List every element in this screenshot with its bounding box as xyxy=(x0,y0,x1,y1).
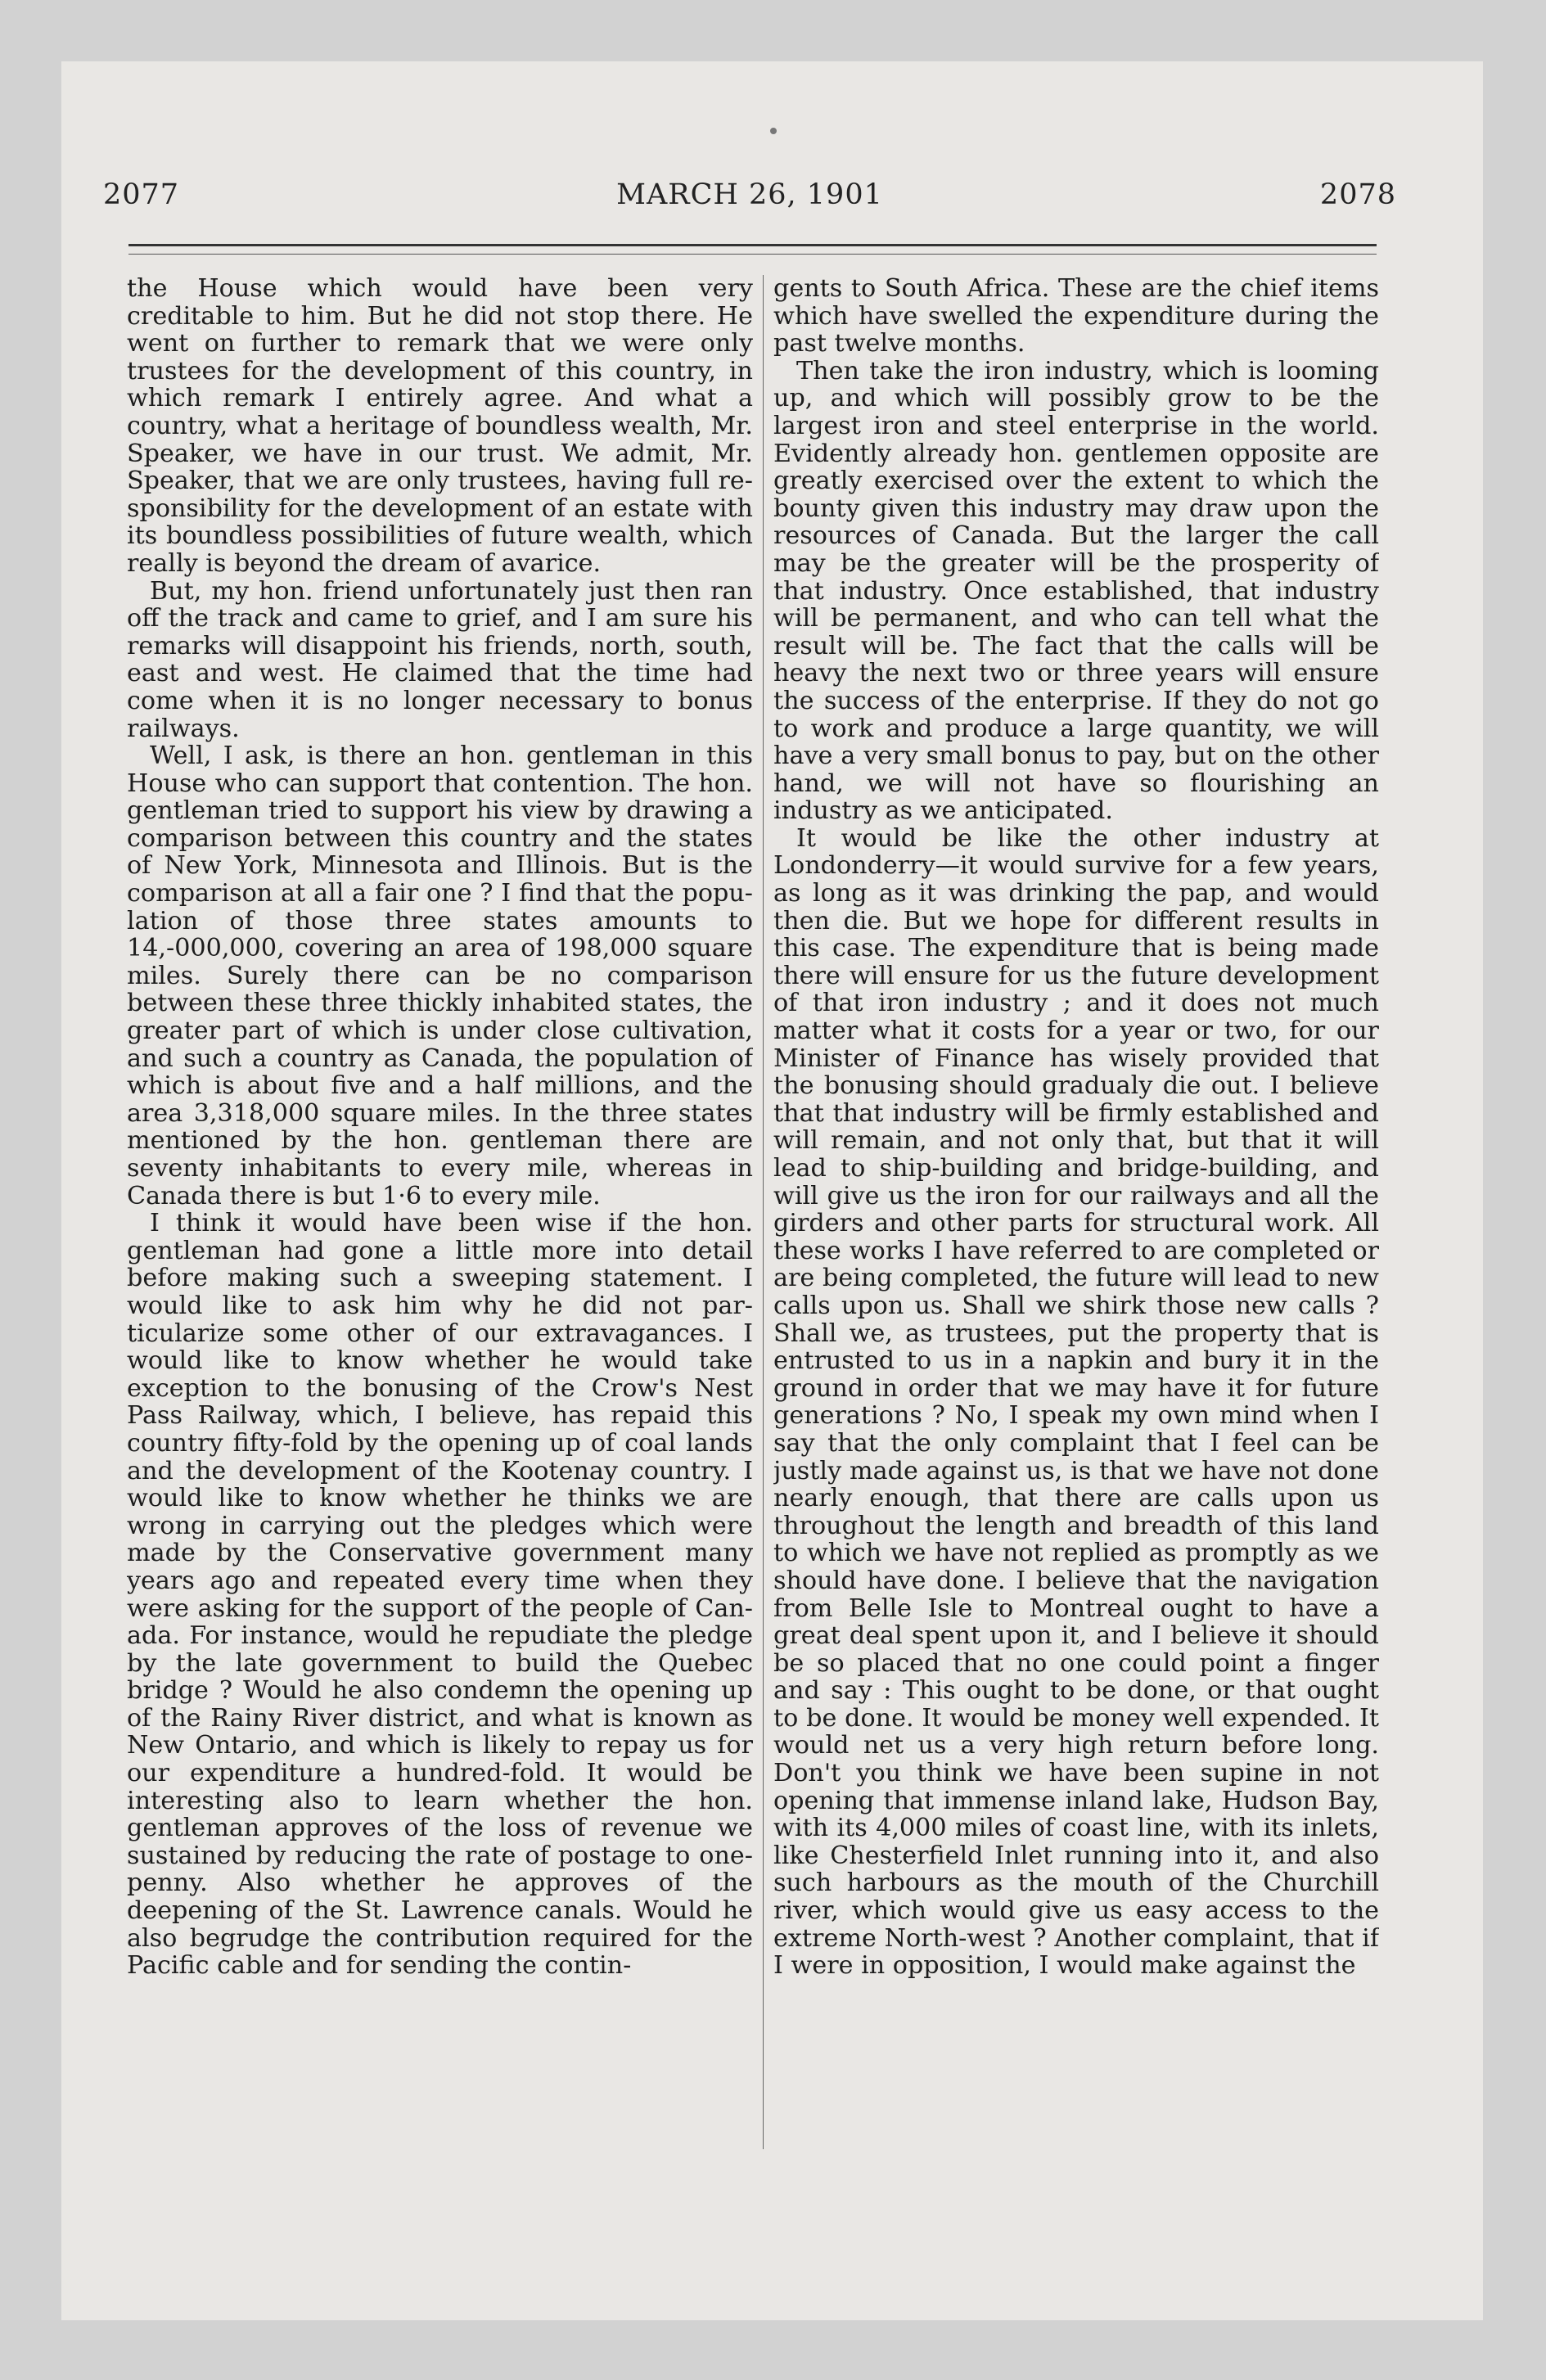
paragraph: Then take the iron industry, which is looming up, and which will possibly grow to be the largest iron and steel enterprise in the world. Evidently already hon. gentlemen opposite are greatly exercised over the extent to which the bounty given this industry may draw upon the resources of Canada. But the larger the call may be the greater will be the prosperity of that industry. Once established, that industry will be permanent, and who can tell what the result will be. The fact that the calls will be heavy the next two or three years will ensure the success of the enterprise. If they do not go to work and produce a large quantity, we will have a very small bonus to pay, but on the other hand, we will not have so flourishing an industry as we anticipated. xyxy=(773,356,1379,826)
paragraph: It would be like the other industry at Londonderry—it would survive for a few years, as long as it was drinking the pap, and would then die. But we hope for different results in this case. The expenditure that is being made there will ensure for us the future development of that iron industry ; and it does not much matter what it costs for a year or two, for our Minister of Finance has wisely provided that the bonusing should gradualy die out. I believe that that industry will be firmly established and will remain, and not only that, but that it will lead to ship-building and bridge-building, and will give us the iron for our railways and all the girders and other parts for structural work. All these works I have referred to are completed or are being completed, the future will lead to new calls upon us. Shall we shirk those new calls ? Shall we, as trustees, put the property that is entrusted to us in a napkin and bury it in the ground in order that we may have it for future generations ? No, I speak my own mind when I say that the only complaint that I feel can be justly made against us, is that we have not done nearly enough, that there are calls upon us throughout the length and breadth of this land to which we have not replied as promptly as we should have done. I believe that the navigation from Belle Isle to Montreal ought to have a great deal spent upon it, and I believe it should be so placed that no one could point a finger and say : This ought to be done, or that ought to be done. It would be money well expended. It would net us a very high return before long. Don't you think we have been supine in not opening that immense inland lake, Hudson Bay, with its 4,000 miles of coast line, with its inlets, like Chesterfield Inlet running into it, and also such harbours as the mouth of the Churchill river, which would give us easy access to the extreme North-west ? Another complaint, that if I were in opposition, I would make against the xyxy=(773,823,1379,1981)
header-rule-thick xyxy=(128,244,1377,246)
left-page-number: 2077 xyxy=(103,178,180,211)
ink-speck xyxy=(770,128,777,134)
right-page-number: 2078 xyxy=(1319,178,1396,211)
header-rule-thin xyxy=(128,254,1377,255)
left-column xyxy=(127,275,753,2157)
paragraph: Well, I ask, is there an hon. gentleman in this House who can support that contention. The hon. gentleman tried to support his view by drawing a comparison between this country and the states of New York, Minnesota and Illinois. But is the comparison at all a fair one ? I find that the population of those three states amounts to 14,-000,000, covering an area of 198,000 square miles. Surely there can be no comparison between these three thickly inhabited states, the greater part of which is under close cultivation, and such a country as Canada, the population of which is about five and a half millions, and the area 3,318,000 square miles. In the three states mentioned by the hon. gentleman there are seventy inhabitants to every mile, whereas in Canada there is but 1·6 to every mile. xyxy=(127,741,753,1210)
paragraph: the House which would have been very creditable to him. But he did not stop there. He went on further to remark that we were only trustees for the development of this country, in which remark I entirely agree. And what a country, what a heritage of boundless wealth, Mr. Speaker, we have in our trust. We admit, Mr. Speaker, that we are only trustees, having full responsibility for the development of an estate with its boundless possibilities of future wealth, which really is beyond the dream of avarice. xyxy=(127,275,753,578)
paragraph: gents to South Africa. These are the chief items which have swelled the expenditure during the past twelve months. xyxy=(773,275,1379,358)
page-date: MARCH 26, 1901 xyxy=(616,178,883,211)
page-header xyxy=(103,178,1396,219)
paragraph: I think it would have been wise if the hon. gentleman had gone a little more into detail before making such a sweeping statement. I would like to ask him why he did not particularize some other of our extravagances. I would like to know whether he would take exception to the bonusing of the Crow's Nest Pass Railway, which, I believe, has repaid this country fifty-fold by the opening up of coal lands and the development of the Kootenay country. I would like to know whether he thinks we are wrong in carrying out the pledges which were made by the Conservative government many years ago and repeated every time when they were asking for the support of the people of Canada. For instance, would he repudiate the pledge by the late government to build the Quebec bridge ? Would he also condemn the opening up of the Rainy River district, and what is known as New Ontario, and which is likely to repay us for our expenditure a hundred-fold. It would be interesting also to learn whether the hon. gentleman approves of the loss of revenue we sustained by reducing the rate of postage to one-penny. Also whether he approves of the deepening of the St. Lawrence canals. Would he also begrudge the contribution required for the Pacific cable and for sending the contin- xyxy=(127,1209,753,1981)
right-column xyxy=(773,275,1379,2157)
paragraph: But, my hon. friend unfortunately just then ran off the track and came to grief, and I am sure his remarks will disappoint his friends, north, south, east and west. He claimed that the time had come when it is no longer necessary to bonus railways. xyxy=(127,576,753,743)
column-divider xyxy=(763,275,764,2149)
